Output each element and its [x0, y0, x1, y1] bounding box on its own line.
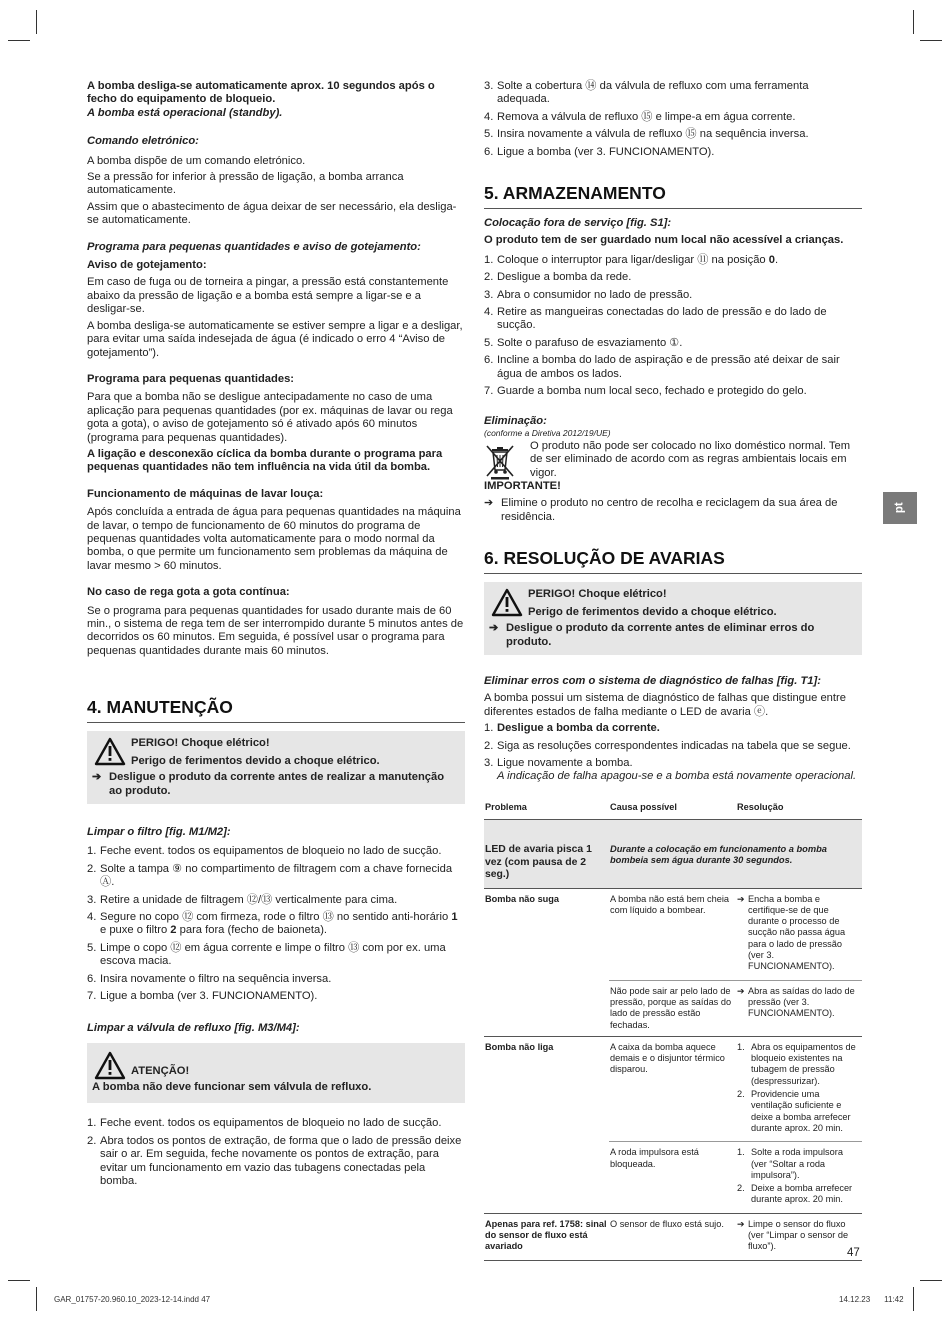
table-cell: A bomba não está bem cheia com líquido a bombear. [609, 888, 736, 980]
list-item: 1. Feche event. todos os equipamentos de bloqueio no lado de sucção. [87, 845, 442, 858]
crop-mark [920, 40, 942, 41]
danger-text: Perigo de ferimentos devido a choque elétrico. [131, 754, 380, 767]
elim-heading: Eliminação: [484, 414, 547, 427]
section-title-manutencao: 4. MANUTENÇÃO [87, 697, 465, 723]
right-column [484, 80, 862, 1261]
attention-text: A bomba não deve funcionar sem válvula de refluxo. [92, 1080, 372, 1093]
led-text: Durante a colocação em funcionamento a bomba bombeia sem água durante 30 segundos. [610, 844, 827, 866]
crop-mark [36, 1287, 37, 1311]
table-row [484, 820, 862, 889]
language-tab: pt [883, 492, 917, 524]
diag-paragraph: A bomba possui um sistema de diagnóstico de falhas que distingue entre diferentes estados de falha mediante o LED de avaria ⓔ. [484, 692, 846, 718]
aviso-paragraph: Em caso de fuga ou de torneira a pingar, a pressão está constantemente abaixo da pressão de ligação e a bomba está sempre a ligar-se e a desligar-se. [87, 276, 449, 316]
coloc-bold: O produto tem de ser guardado num local não acessível a crianças. [484, 234, 844, 247]
maq-paragraph: Após concluída a entrada de água para pequenas quantidades na máquina de lavar, o tempo de funcionamento de 60 minutos do programa de pequenas quantidades volta automaticamente para o modo normal da bomba, o que permite um funcionamento sem problemas da máquina de lavar mesmo > 60 minutos. [87, 506, 461, 572]
comando-paragraph: Se a pressão for inferior à pressão de ligação, a bomba arranca automaticamente. [87, 171, 404, 197]
coloc-heading: Colocação fora de serviço [fig. S1]: [484, 217, 672, 230]
section-title-resolucao: 6. RESOLUÇÃO DE AVARIAS [484, 548, 862, 574]
table-row [484, 1036, 862, 1141]
programa-heading: Programa para pequenas quantidades e aviso de gotejamento: [87, 240, 421, 253]
filtro-heading: Limpar o filtro [fig. M1/M2]: [87, 826, 231, 839]
pp-subheading: Programa para pequenas quantidades: [87, 372, 295, 385]
table-cell: ➔ Encha a bomba e certifique-se de que durante o processo de sucção não passa água para o lado de pressão (ver 3. FUNCIONAMENTO). [736, 888, 862, 980]
comando-heading: Comando eletrónico: [87, 135, 199, 148]
table-row [484, 888, 862, 980]
table-cell: 1. Solte a roda impulsora (ver “Soltar a roda impulsora”). 2. Deixe a bomba arrefecer durante aprox. 20 min. [736, 1142, 862, 1213]
list-item: 2. Abra todos os pontos de extração, de forma que o lado de pressão deixe sair o ar. Em seguida, feche novamente os pontos de extração, para evitar um funcionamento em vazio das tubagens conectadas pela bomba. [87, 1134, 462, 1187]
crop-mark [913, 10, 914, 34]
list-item: 1. Desligue a bomba da corrente. [484, 722, 660, 735]
warning-triangle-icon [94, 1051, 126, 1080]
table-header: Causa possível [609, 798, 736, 820]
comando-paragraph: Assim que o abastecimento de água deixar de ser necessário, ela desliga-se automaticamente. [87, 200, 457, 227]
comando-paragraph: A bomba dispõe de um comando eletrónico. [87, 154, 306, 167]
intro-bold: A bomba desliga-se automaticamente aprox. 10 segundos após o fecho do equipamento de bloqueio. [87, 80, 435, 106]
crop-mark [36, 10, 37, 34]
list-item: 3. Ligue novamente a bomba. A indicação de falha apagou-se e a bomba está novamente operacional. [484, 756, 857, 783]
crop-mark [8, 40, 30, 41]
crop-mark [920, 1280, 942, 1281]
list-item: 2. Siga as resoluções correspondentes indicadas na tabela que se segue. [484, 739, 851, 752]
danger-instruction: ➔ Desligue o produto da corrente antes de realizar a manutenção ao produto. [92, 771, 445, 797]
attention-title: ATENÇÃO! [131, 1064, 190, 1077]
warning-triangle-icon [94, 737, 126, 766]
valvula-heading: Limpar a válvula de refluxo [fig. M3/M4]: [87, 1021, 300, 1034]
rega-paragraph: Se o programa para pequenas quantidades for usado durante mais de 60 min., o sistema de rega tem de ser interrompido durante 5 minutos antes de decorridos os 60 minutos. Em seguida, é possível usar o programa para pequenas quantidades durante mais 60 minutos. [87, 604, 464, 657]
arrow-right-icon: ➔ [489, 622, 499, 635]
table-cell: Bomba não liga [484, 1036, 609, 1213]
danger-instruction: ➔ Desligue o produto da corrente antes de eliminar erros do produto. [489, 622, 815, 648]
table-header-row [484, 798, 862, 820]
table-cell: Bomba não suga [484, 888, 609, 1036]
table-cell: O sensor de fluxo está sujo. [609, 1213, 736, 1260]
intro-bold-italic: A bomba está operacional (standby). [87, 106, 283, 119]
danger-title: PERIGO! Choque elétrico! [528, 588, 667, 601]
diag-heading: Eliminar erros com o sistema de diagnóstico de falhas [fig. T1]: [484, 674, 821, 687]
armazenamento-steps [484, 254, 862, 399]
list-item: 5. Limpe o copo ⑫ em água corrente e limpe o filtro ⑬ com por ex. uma escova macia. [87, 941, 446, 968]
list-item: 7. Guarde a bomba num local seco, fechado e protegido do gelo. [484, 385, 807, 398]
troubleshooting-table [484, 798, 862, 1261]
aviso-subheading: Aviso de gotejamento: [87, 259, 207, 272]
list-item: 2. Desligue a bomba da rede. [484, 271, 632, 284]
footer-datetime: 14.12.23 11:42 [839, 1295, 904, 1304]
table-header: Problema [484, 798, 609, 820]
table-cell: A roda impulsora está bloqueada. [609, 1142, 736, 1213]
danger-title: PERIGO! Choque elétrico! [131, 737, 270, 750]
elim-subheading: (conforme a Diretiva 2012/19/UE) [484, 427, 611, 438]
arrow-right-icon: ➔ [92, 771, 102, 784]
diag-steps [484, 722, 862, 784]
list-item: 6. Incline a bomba do lado de aspiração e de pressão até deixar de sair água de ambos os lados. [484, 354, 840, 380]
footer-filename: GAR_01757-20.960.10_2023-12-14.indd 47 [54, 1295, 211, 1304]
table-cell: 1. Abra os equipamentos de bloqueio existentes na tubagem de pressão (despressurizar). 2. Providencie uma ventilação suficiente e deixe a bomba arrefecer durante aprox. 20 min. [736, 1036, 862, 1141]
warning-triangle-icon [491, 588, 523, 617]
led-label: LED de avaria pisca 1 vez (com pausa de 2 seg.) [485, 844, 592, 881]
table-cell: ➔ Abra as saídas do lado de pressão (ver 3. FUNCIONAMENTO). [736, 980, 862, 1036]
table-cell: A caixa da bomba aquece demais e o disjuntor térmico disparou. [609, 1036, 736, 1141]
danger-text: Perigo de ferimentos devido a choque elétrico. [528, 605, 777, 618]
valvula-steps-continued [484, 80, 862, 159]
list-item: 3. Solte a cobertura ⑭ da válvula de refluxo com uma ferramenta adequada. [484, 80, 809, 106]
list-item: 7. Ligue a bomba (ver 3. FUNCIONAMENTO). [87, 990, 318, 1003]
section-title-armazenamento: 5. ARMAZENAMENTO [484, 183, 862, 209]
filtro-steps [87, 845, 465, 1003]
list-item: 4. Segure no copo ⑫ com firmeza, rode o filtro ⑬ no sentido anti-horário 1 e puxe o filtro 2 para fora (fecho de baioneta). [87, 911, 458, 937]
left-column [87, 80, 465, 1192]
list-item: 1. Feche event. todos os equipamentos de bloqueio no lado de sucção. [87, 1117, 442, 1130]
elim-instruction: ➔ Elimine o produto no centro de recolha e reciclagem da sua área de residência. [484, 497, 838, 523]
list-item: 3. Retire a unidade de filtragem ⑫/⑬ verticalmente para cima. [87, 893, 398, 906]
table-header: Resolução [736, 798, 862, 820]
table-cell: ➔ Limpe o sensor do fluxo (ver “Limpar o sensor de fluxo”). [736, 1213, 862, 1260]
importante-label: IMPORTANTE! [484, 479, 561, 492]
pp-bold-note: A ligação e desconexão cíclica da bomba durante o programa para pequenas quantidades não tem influência na vida útil da bomba. [87, 447, 443, 474]
list-item: 1. Coloque o interruptor para ligar/desligar ⑪ na posição 0. [484, 253, 779, 266]
list-item: 4. Retire as mangueiras conectadas do lado de pressão e do lado de sucção. [484, 306, 827, 332]
aviso-paragraph: A bomba desliga-se automaticamente se estiver sempre a ligar e a desligar, para evitar uma saída indesejada de água (é indicado o erro 4 “Aviso de gotejamento”). [87, 319, 463, 359]
danger-box [484, 582, 862, 655]
valvula-steps [87, 1117, 465, 1188]
crossed-bin-icon [484, 444, 516, 480]
table-row [484, 1213, 862, 1260]
attention-box [87, 1043, 465, 1103]
list-item: 5. Solte o parafuso de esvaziamento ①. [484, 336, 683, 349]
table-cell: Não pode sair ar pelo lado de pressão, porque as saídas do lado de pressão estão fechadas. [609, 980, 736, 1036]
list-item: 4. Remova a válvula de refluxo ⑮ e limpe-a em água corrente. [484, 110, 796, 123]
table-cell: Apenas para ref. 1758: sinal do sensor de fluxo está avariado [484, 1213, 609, 1260]
crop-mark [8, 1280, 30, 1281]
list-item: 2. Solte a tampa ⑨ no compartimento de filtragem com a chave fornecida Ⓐ. [87, 862, 453, 889]
danger-box [87, 731, 465, 804]
rega-subheading: No caso de rega gota a gota contínua: [87, 586, 290, 599]
list-item: 3. Abra o consumidor no lado de pressão. [484, 288, 693, 301]
page-number: 47 [847, 1247, 860, 1259]
list-item: 6. Ligue a bomba (ver 3. FUNCIONAMENTO). [484, 145, 715, 158]
list-item: 6. Insira novamente o filtro na sequência inversa. [87, 972, 332, 985]
maq-subheading: Funcionamento de máquinas de lavar louça: [87, 487, 324, 500]
recycle-block [484, 440, 862, 482]
list-item: 5. Insira novamente a válvula de refluxo ⑮ na sequência inversa. [484, 128, 809, 141]
crop-mark [913, 1287, 914, 1311]
arrow-right-icon: ➔ [484, 497, 494, 510]
pp-paragraph: Para que a bomba não se desligue antecipadamente no caso de uma aplicação para pequenas quantidades (por ex. máquinas de lavar ou rega gota a gota), o aviso de gotejamento só é ativado após 60 minutos (programa para pequenas quantidades). [87, 391, 453, 444]
elim-text: O produto não pode ser colocado no lixo doméstico normal. Tem de ser eliminado de acordo com as regras ambientais locais em vigor. [530, 439, 851, 479]
